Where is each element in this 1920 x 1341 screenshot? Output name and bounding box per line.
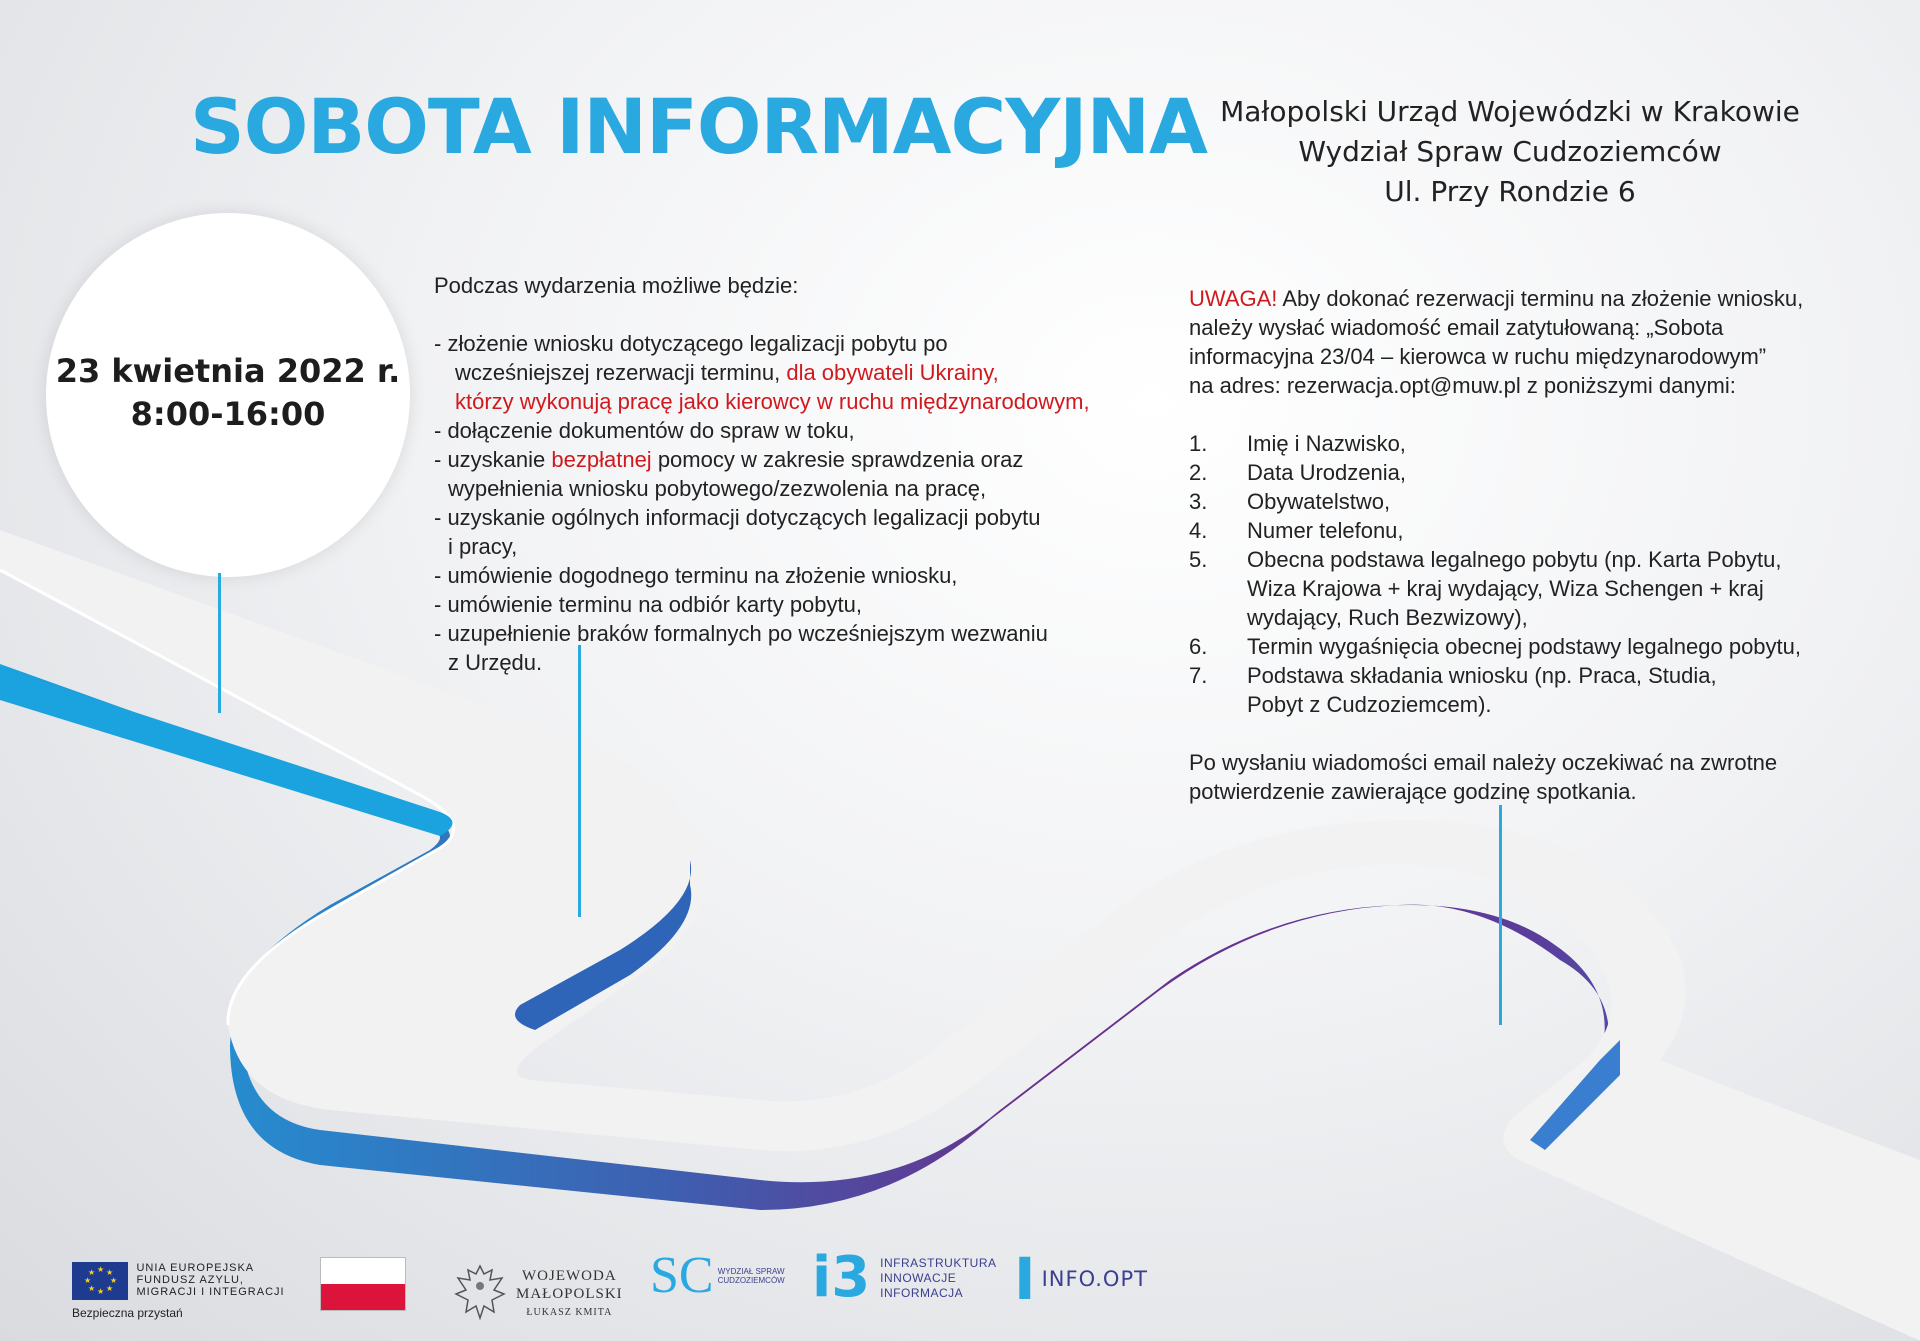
item-text: Podstawa składania wniosku (np. Praca, Studia, [1247, 663, 1717, 688]
event-date: 23 kwietnia 2022 r. [55, 352, 401, 390]
notice-line: UWAGA! Aby dokonać rezerwacji terminu na złożenie wniosku, [1189, 286, 1804, 311]
office-department: Wydział Spraw Cudzoziemców [1298, 135, 1722, 168]
sc-monogram-icon: SC [650, 1247, 714, 1304]
activity-item: - uzupełnienie braków formalnych po wcześniejszym wezwaniu [434, 621, 1048, 646]
office-address [1180, 92, 1840, 212]
item-text: wydający, Ruch Bezwizowy), [1247, 605, 1528, 630]
warning-label: UWAGA! [1189, 286, 1278, 311]
event-date-block [46, 350, 410, 436]
voivode-logo: WOJEWODA MAŁOPOLSKI ŁUKASZ KMITA [454, 1262, 623, 1322]
item-number: 4. [1189, 518, 1208, 543]
activities-list [434, 271, 1090, 677]
notice-line: na adres: rezerwacja.opt@muw.pl z poniższymi danymi: [1189, 373, 1736, 398]
notice-line: informacyjna 23/04 – kierowca w ruchu międzynarodowym” [1189, 344, 1767, 369]
drivers-highlight: którzy wykonują pracę jako kierowcy w ruchu międzynarodowym, [455, 389, 1090, 414]
poland-flag-icon [320, 1257, 406, 1311]
connector-line-notice [1499, 805, 1502, 1025]
required-data-list [1189, 429, 1803, 719]
item-text: Pobyt z Cudzoziemcem). [1247, 692, 1492, 717]
item-number: 6. [1189, 634, 1208, 659]
activity-item: - umówienie dogodnego terminu na złożenie wniosku, [434, 563, 958, 588]
page-title: SOBOTA INFORMACYJNA [190, 82, 1207, 171]
eagle-emblem-icon [454, 1262, 506, 1322]
activity-item: - dołączenie dokumentów do spraw w toku, [434, 418, 855, 443]
activity-item-cont: wcześniejszej rezerwacji terminu, dla obywateli Ukrainy, [455, 360, 999, 385]
required-data-item [1189, 545, 1803, 574]
notice-line: należy wysłać wiadomość email zatytułowaną: „Sobota [1189, 315, 1724, 340]
item-number: 1. [1189, 431, 1208, 456]
free-highlight: bezpłatnej [551, 447, 652, 472]
activity-item-cont: wypełnienia wniosku pobytowego/zezwolenia na pracę, [448, 476, 987, 501]
office-name: Małopolski Urząd Wojewódzki w Krakowie [1220, 95, 1800, 128]
eu-fund-subtitle: Bezpieczna przystań [72, 1306, 183, 1320]
required-data-item [1189, 429, 1803, 458]
required-data-item [1189, 574, 1803, 603]
item-number: 3. [1189, 489, 1208, 514]
eu-fund-logo [72, 1262, 285, 1300]
office-street: Ul. Przy Rondzie 6 [1384, 175, 1636, 208]
closing-line: Po wysłaniu wiadomości email należy oczekiwać na zwrotne [1189, 750, 1778, 775]
required-data-item [1189, 632, 1803, 661]
required-data-item [1189, 516, 1803, 545]
info-opt-logo: I INFO.OPT [1014, 1245, 1148, 1313]
item-text: Obywatelstwo, [1247, 489, 1391, 514]
item-text: Numer telefonu, [1247, 518, 1404, 543]
activity-item: - umówienie terminu na odbiór karty pobytu, [434, 592, 862, 617]
required-data-item [1189, 661, 1803, 690]
item-number: 7. [1189, 663, 1208, 688]
required-data-item [1189, 458, 1803, 487]
eu-flag-icon: ★ ★ ★ ★ ★ ★ ★ ★ [72, 1262, 128, 1300]
activity-item-cont: z Urzędu. [448, 650, 543, 675]
required-data-item [1189, 690, 1803, 719]
info-opt-mark-icon: I [1014, 1245, 1036, 1313]
item-text: Data Urodzenia, [1247, 460, 1406, 485]
activity-item: - uzyskanie ogólnych informacji dotyczących legalizacji pobytu [434, 505, 1041, 530]
item-text: Wiza Krajowa + kraj wydający, Wiza Schengen + kraj [1247, 576, 1764, 601]
item-text: Termin wygaśnięcia obecnej podstawy legalnego pobytu, [1247, 634, 1802, 659]
required-data-item [1189, 487, 1803, 516]
activities-intro: Podczas wydarzenia możliwe będzie: [434, 273, 799, 298]
required-data-item [1189, 603, 1803, 632]
item-text: Imię i Nazwisko, [1247, 431, 1406, 456]
connector-line-activities [578, 645, 581, 917]
ukraine-highlight: dla obywateli Ukrainy, [786, 360, 999, 385]
i3-logo: i3 INFRASTRUKTURA INNOWACJE INFORMACJA [812, 1245, 997, 1310]
event-hours: 8:00-16:00 [130, 395, 326, 433]
foreigners-department-logo: SC WYDZIAŁ SPRAW CUDZOZIEMCÓW [650, 1247, 785, 1304]
item-text: Obecna podstawa legalnego pobytu (np. Karta Pobytu, [1247, 547, 1782, 572]
notice-block [1189, 284, 1803, 806]
activity-item: - uzyskanie bezpłatnej pomocy w zakresie sprawdzenia oraz [434, 447, 1024, 472]
activity-item: - złożenie wniosku dotyczącego legalizacji pobytu po [434, 331, 948, 356]
i3-mark-icon: i3 [812, 1245, 871, 1310]
activity-item-cont: i pracy, [448, 534, 518, 559]
connector-line-date [218, 573, 221, 713]
closing-line: potwierdzenie zawierające godzinę spotkania. [1189, 779, 1637, 804]
item-number: 2. [1189, 460, 1208, 485]
item-number: 5. [1189, 547, 1208, 572]
eu-fund-text: UNIA EUROPEJSKA FUNDUSZ AZYLU, MIGRACJI I INTEGRACJI [136, 1262, 285, 1298]
